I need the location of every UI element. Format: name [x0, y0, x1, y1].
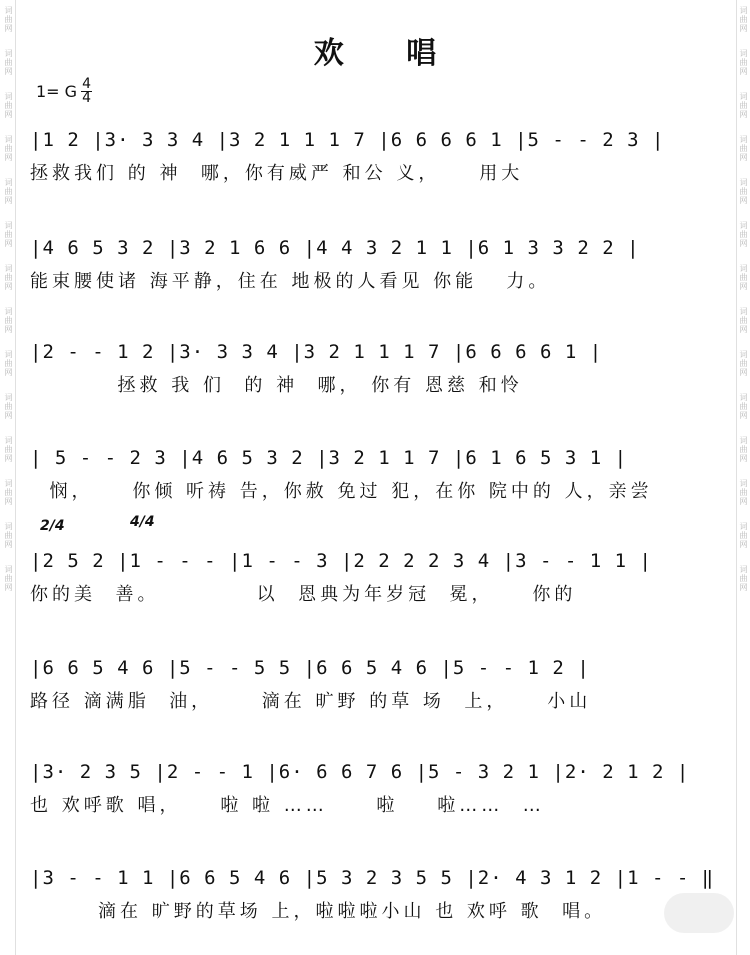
watermark-text: 词曲网 [4, 135, 13, 162]
watermark-text: 词曲网 [4, 436, 13, 463]
time-signature-unit: 4 [82, 90, 91, 106]
watermark-text: 词曲网 [4, 522, 13, 549]
staff-row [30, 334, 720, 398]
staff-row [30, 122, 720, 186]
watermark-text: 词曲网 [4, 479, 13, 506]
right-watermark-strip [736, 0, 750, 955]
notation-line: |2 5 2 |1 - - - |1 - - 3 |2 2 2 2 3 4 |3 - - 1 1 | [30, 550, 652, 572]
lyric-line: 悯， 你倾 听祷 告，你赦 免过 犯，在你 院中的 人，亲尝 [30, 481, 653, 502]
notation-line: |3· 2 3 5 |2 - - 1 |6· 6 6 7 6 |5 - 3 2 1 |2· 2 1 2 | [30, 761, 690, 783]
watermark-text: 词曲网 [739, 264, 748, 291]
watermark-text: 词曲网 [739, 393, 748, 420]
lyric-line: 你的美 善。 以 恩典为年岁冠 冕， 你的 [30, 584, 577, 605]
notation-line: |6 6 5 4 6 |5 - - 5 5 |6 6 5 4 6 |5 - - 1 2 | [30, 657, 590, 679]
watermark-text: 词曲网 [739, 135, 748, 162]
notation-line: |4 6 5 3 2 |3 2 1 6 6 |4 4 3 2 1 1 |6 1 3 3 2 2 | [30, 237, 640, 259]
watermark-text: 词曲网 [4, 221, 13, 248]
time-change-2-4: 2/4 [40, 518, 65, 534]
left-watermark-strip [2, 0, 16, 955]
watermark-text: 词曲网 [4, 92, 13, 119]
staff-row [30, 754, 720, 818]
watermark-text: 词曲网 [4, 350, 13, 377]
time-change-4-4: 4/4 [130, 514, 155, 530]
staff-row [30, 440, 720, 504]
notation-line: |3 - - 1 1 |6 6 5 4 6 |5 3 2 3 5 5 |2· 4 3 1 2 |1 - - ‖ [30, 867, 715, 889]
watermark-text: 词曲网 [739, 49, 748, 76]
key-label: 1= G [36, 82, 78, 101]
watermark-text: 词曲网 [4, 49, 13, 76]
watermark-text: 词曲网 [739, 6, 748, 33]
notation-line: |1 2 |3· 3 3 4 |3 2 1 1 1 7 |6 6 6 6 1 |5 - - 2 3 | [30, 129, 665, 151]
lyric-line: 能束腰使诸 海平静，住在 地极的人看见 你能 力。 [30, 271, 551, 292]
watermark-seal [664, 893, 734, 933]
staff-row [30, 650, 720, 714]
time-signature [81, 78, 92, 105]
watermark-text: 词曲网 [739, 178, 748, 205]
watermark-text: 词曲网 [739, 522, 748, 549]
watermark-text: 词曲网 [739, 92, 748, 119]
watermark-text: 词曲网 [4, 6, 13, 33]
watermark-text: 词曲网 [4, 178, 13, 205]
song-title: 欢 唱 [313, 36, 463, 71]
staff-row [30, 860, 720, 924]
lyric-line: 滴在 旷野的草场 上，啦啦啦小山 也 欢呼 歌 唱。 [30, 901, 607, 922]
watermark-text: 词曲网 [4, 565, 13, 592]
watermark-text: 词曲网 [739, 479, 748, 506]
key-signature [36, 78, 92, 105]
notation-line: |2 - - 1 2 |3· 3 3 4 |3 2 1 1 1 7 |6 6 6 6 1 | [30, 341, 603, 363]
staff-row [30, 230, 720, 294]
time-signature-beats: 4 [82, 76, 91, 92]
watermark-text: 词曲网 [739, 350, 748, 377]
notation-line: | 5 - - 2 3 |4 6 5 3 2 |3 2 1 1 7 |6 1 6 5 3 1 | [30, 447, 628, 469]
lyric-line: 拯救我们 的 神 哪，你有威严 和公 义， 用大 [30, 163, 524, 184]
watermark-text: 词曲网 [739, 221, 748, 248]
watermark-text: 词曲网 [739, 565, 748, 592]
watermark-text: 词曲网 [4, 307, 13, 334]
lyric-line: 路径 滴满脂 油， 滴在 旷野 的草 场 上， 小山 [30, 691, 592, 712]
watermark-text: 词曲网 [4, 393, 13, 420]
watermark-text: 词曲网 [739, 307, 748, 334]
watermark-text: 词曲网 [4, 264, 13, 291]
lyric-line: 也 欢呼歌 唱， 啦 啦 …… 啦 啦…… … [30, 795, 545, 816]
lyric-line: 拯救 我 们 的 神 哪， 你有 恩慈 和怜 [30, 375, 523, 396]
watermark-text: 词曲网 [739, 436, 748, 463]
staff-row [30, 543, 720, 607]
